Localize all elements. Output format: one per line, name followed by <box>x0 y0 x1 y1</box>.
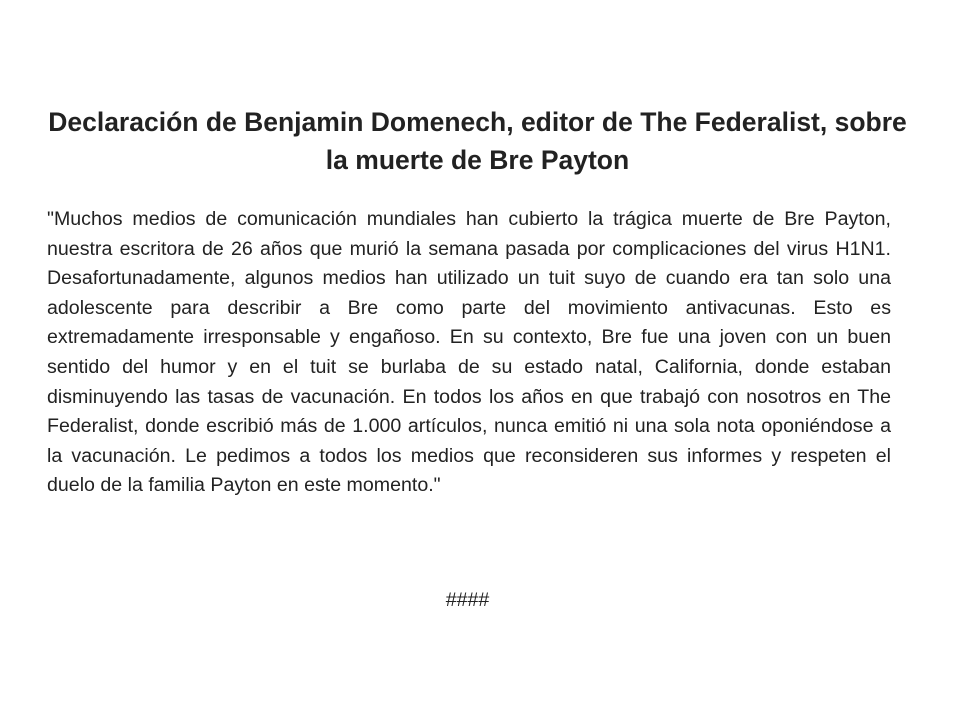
statement-body: "Muchos medios de comunicación mundiales han cubierto la trágica muerte de Bre Payton, nuestra escritora de 26 años que murió la semana pasada por complicaciones del virus H1N1. Desafortunadamente, algunos medios han utilizado un tuit suyo de cuando era tan solo una adolescente para describir a Bre como parte del movimiento antivacunas. Esto es extremadamente irresponsable y engañoso. En su contexto, Bre fue una joven con un buen sentido del humor y en el tuit se burlaba de su estado natal, California, donde estaban disminuyendo las tasas de vacunación. En todos los años en que trabajó con nosotros en The Federalist, donde escribió más de 1.000 artículos, nunca emitió ni una sola nota oponiéndose a la vacunación. Le pedimos a todos los medios que reconsideren sus informes y respeten el duelo de la familia Payton en este momento." <box>47 208 891 497</box>
end-mark: #### <box>445 589 490 611</box>
statement-title: Declaración de Benjamin Domenech, editor de The Federalist, sobre la muerte de Bre Payton <box>48 107 907 175</box>
